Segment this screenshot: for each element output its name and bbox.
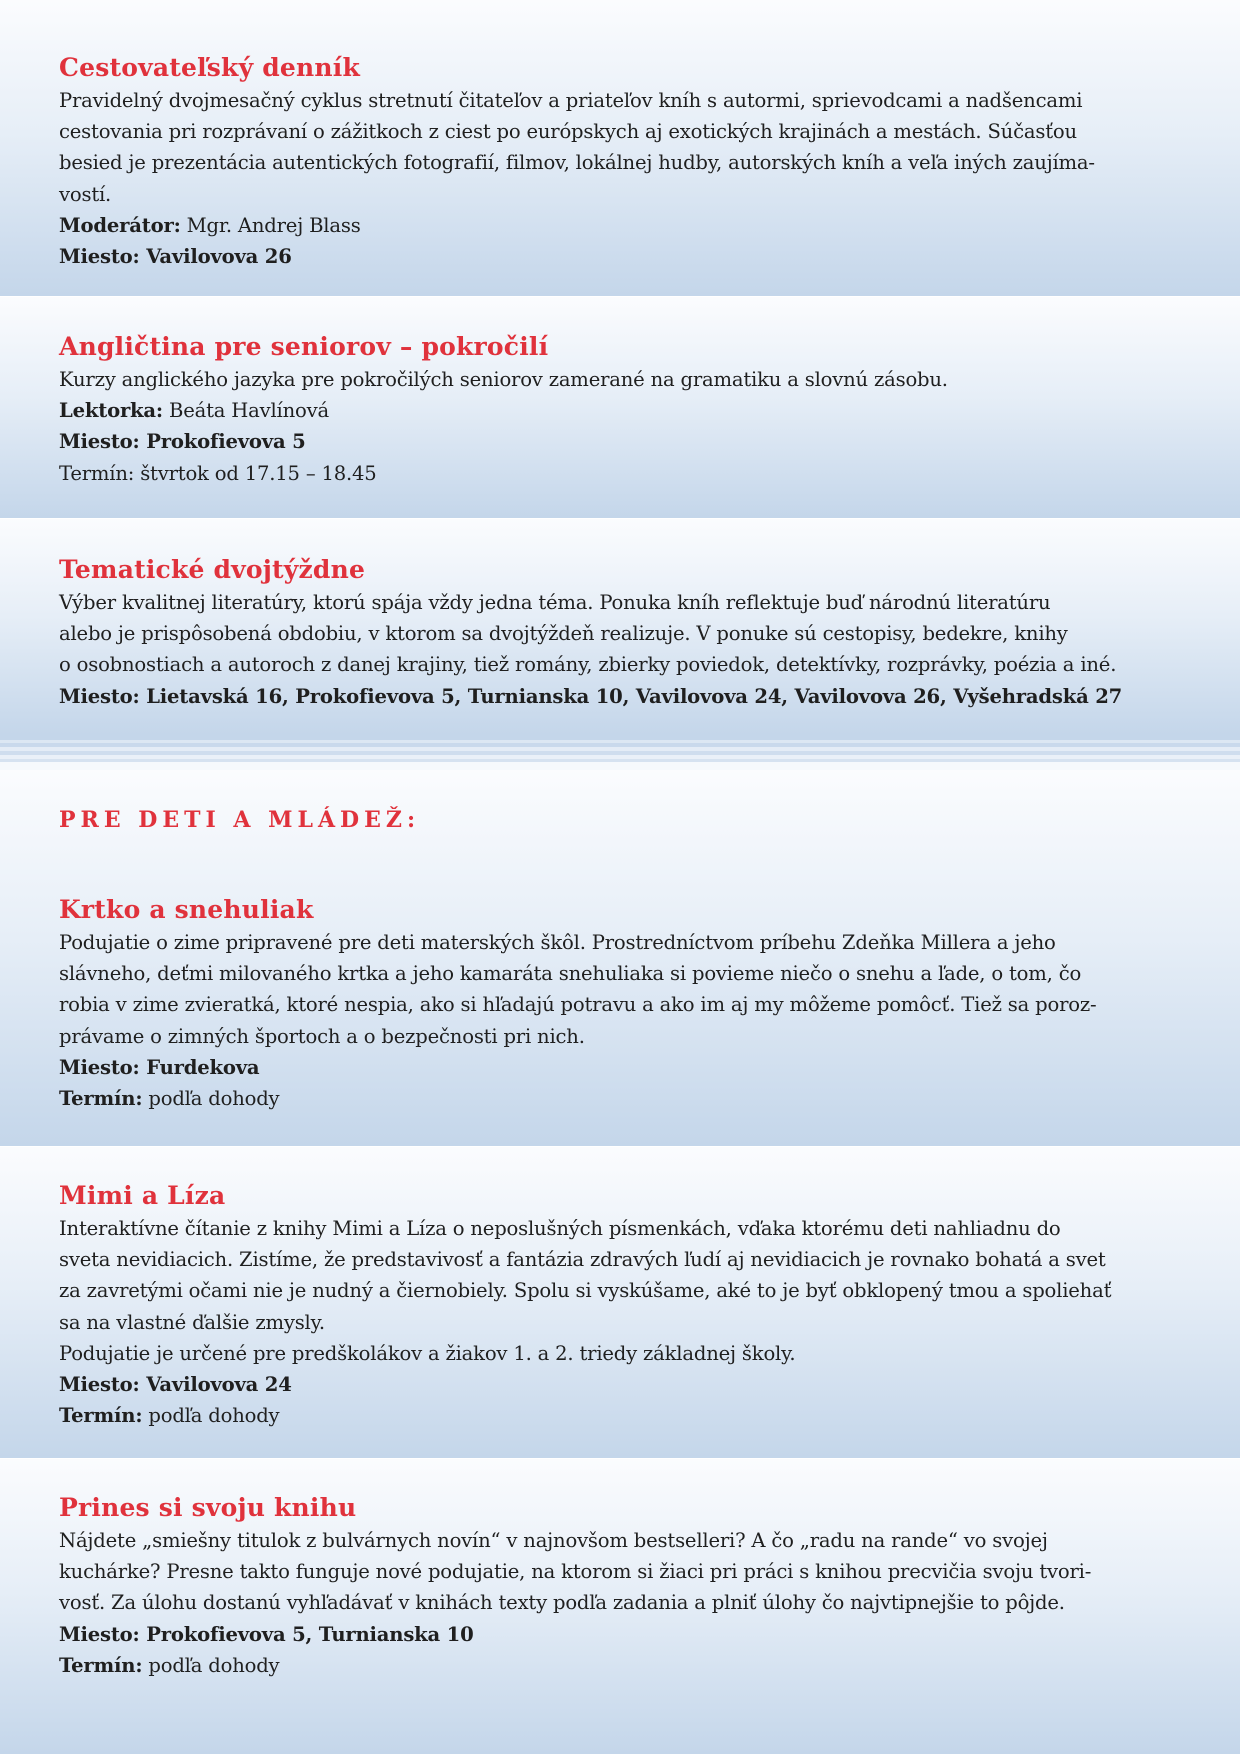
description-line: slávneho, deťmi milovaného krtka a jeho kamaráta snehuliaka si povieme niečo o snehu a ľade, o tom, čo (59, 962, 1082, 986)
section-anglictina-pre-seniorov (0, 297, 1240, 518)
place-value: Miesto: Vavilovova 26 (59, 245, 292, 269)
description-line: za zavretými očami nie je nudný a čiernobiely. Spolu si vyskúšame, aké to je byť obklopený tmou a spoliehať (59, 1279, 1112, 1303)
moderator-label: Moderátor: (59, 213, 181, 237)
description-line: Pravidelný dvojmesačný cyklus stretnutí čitateľov a priateľov kníh s autormi, sprievodcami a nadšencami (59, 89, 1083, 112)
term-value: podľa dohody (142, 1653, 280, 1677)
place-line (59, 1052, 1200, 1083)
description-line: právame o zimných športoch a o bezpečnosti pri nich. (59, 1024, 585, 1048)
term-line (59, 1083, 1200, 1114)
section-title: Krtko a snehuliak (59, 895, 314, 924)
description-line: sa na vlastné ďalšie zmysly. (59, 1310, 325, 1334)
lektor-label: Lektorka: (59, 399, 163, 423)
section-title: Mimi a Líza (59, 1181, 226, 1210)
section-cestovatelsky-dennik (0, 0, 1240, 296)
description-line: vosť. Za úlohu dostanú vyhľadávať v knihách texty podľa zadania a plniť úlohy čo najvtipnejšie to pôjde. (59, 1591, 1065, 1615)
moderator-value: Mgr. Andrej Blass (180, 213, 361, 237)
description-line: robia v zime zvieratká, ktoré nespia, ako si hľadajú potravu a ako im aj my môžeme pomôcť. Tiež sa poroz- (59, 993, 1097, 1017)
term-line: Termín: štvrtok od 17.15 – 18.45 (59, 461, 377, 485)
place-value: Miesto: Lietavská 16, Prokofievova 5, Turnianska 10, Vavilovova 24, Vavilovova 26, Vyšehradská 27 (59, 684, 1123, 708)
description-line: alebo je prispôsobená obdobiu, v ktorom sa dvojtýždeň realizuje. V ponuke sú cestopisy, bedekre, knihy (59, 622, 1068, 646)
section-tematicke-dvojtyzdne (0, 519, 1240, 735)
description-line: Kurzy anglického jazyka pre pokročilých seniorov zamerané na gramatiku a slovnú zásobu. (59, 368, 948, 391)
description-line: Nájdete „smiešny titulok z bulvárnych novín“ v najnovšom bestselleri? A čo „radu na rande“ vo svojej (59, 1529, 1048, 1552)
description-line: Interaktívne čítanie z knihy Mimi a Líza o neposlušných písmenkách, vďaka ktorému deti nahliadnu do (59, 1217, 1061, 1240)
place-value: Miesto: Furdekova (59, 1055, 260, 1079)
section-title: Prines si svoju knihu (59, 1493, 357, 1522)
term-label: Termín: (59, 1087, 143, 1111)
term-value: podľa dohody (142, 1404, 280, 1428)
place-value: Miesto: Prokofievova 5 (59, 430, 306, 454)
category-heading: PRE DETI A MLÁDEŽ: (59, 807, 421, 833)
description-line: o osobnostiach a autoroch z danej krajiny, tiež romány, zbierky poviedok, detektívky, rozprávky, poézia a iné. (59, 653, 1117, 677)
section-title: Angličtina pre seniorov – pokročilí (59, 332, 549, 361)
place-line (59, 681, 1200, 712)
description-line: Podujatie je určené pre predškolákov a žiakov 1. a 2. triedy základnej školy. (59, 1341, 796, 1365)
term-line (59, 1400, 1200, 1431)
description-line: cestovania pri rozprávaní o zážitkoch z ciest po európskych aj exotických krajinách a mestách. Súčasťou (59, 120, 1077, 144)
description-line: Podujatie o zime pripravené pre deti materských škôl. Prostredníctvom príbehu Zdeňka Millera a jeho (59, 931, 1056, 954)
lektor-value: Beáta Havlínová (162, 399, 329, 423)
section-title: Tematické dvojtýždne (59, 555, 366, 584)
place-line (59, 241, 1200, 272)
place-value: Miesto: Prokofievova 5, Turnianska 10 (59, 1622, 474, 1646)
decorative-divider (0, 734, 1240, 770)
term-line (59, 1650, 1200, 1681)
place-value: Miesto: Vavilovova 24 (59, 1373, 292, 1397)
term-label: Termín: (59, 1653, 143, 1677)
description-line: vostí. (59, 182, 112, 206)
section-mimi-a-liza (0, 1147, 1240, 1458)
place-line (59, 1619, 1200, 1650)
section-krtko-a-snehuliak (0, 770, 1240, 1146)
lektor-line (59, 395, 1200, 426)
section-prines-si-svoju-knihu (0, 1459, 1240, 1754)
moderator-line (59, 210, 1200, 241)
term-value: podľa dohody (142, 1087, 280, 1111)
description-line: Výber kvalitnej literatúry, ktorú spája vždy jedna téma. Ponuka kníh reflektuje buď národnú literatúru (59, 591, 1051, 614)
description-line: kuchárke? Presne takto funguje nové podujatie, na ktorom si žiaci pri práci s knihou precvičia svoju tvori- (59, 1560, 1092, 1584)
description-line: sveta nevidiacich. Zistíme, že predstavivosť a fantázia zdravých ľudí aj nevidiacich je rovnako bohatá a svet (59, 1248, 1106, 1272)
description-line: besied je prezentácia autentických fotografií, filmov, lokálnej hudby, autorských kníh a veľa iných zaujíma- (59, 151, 1095, 175)
term-label: Termín: (59, 1404, 143, 1428)
place-line (59, 426, 1200, 457)
place-line (59, 1369, 1200, 1400)
section-title: Cestovateľský denník (59, 53, 360, 82)
